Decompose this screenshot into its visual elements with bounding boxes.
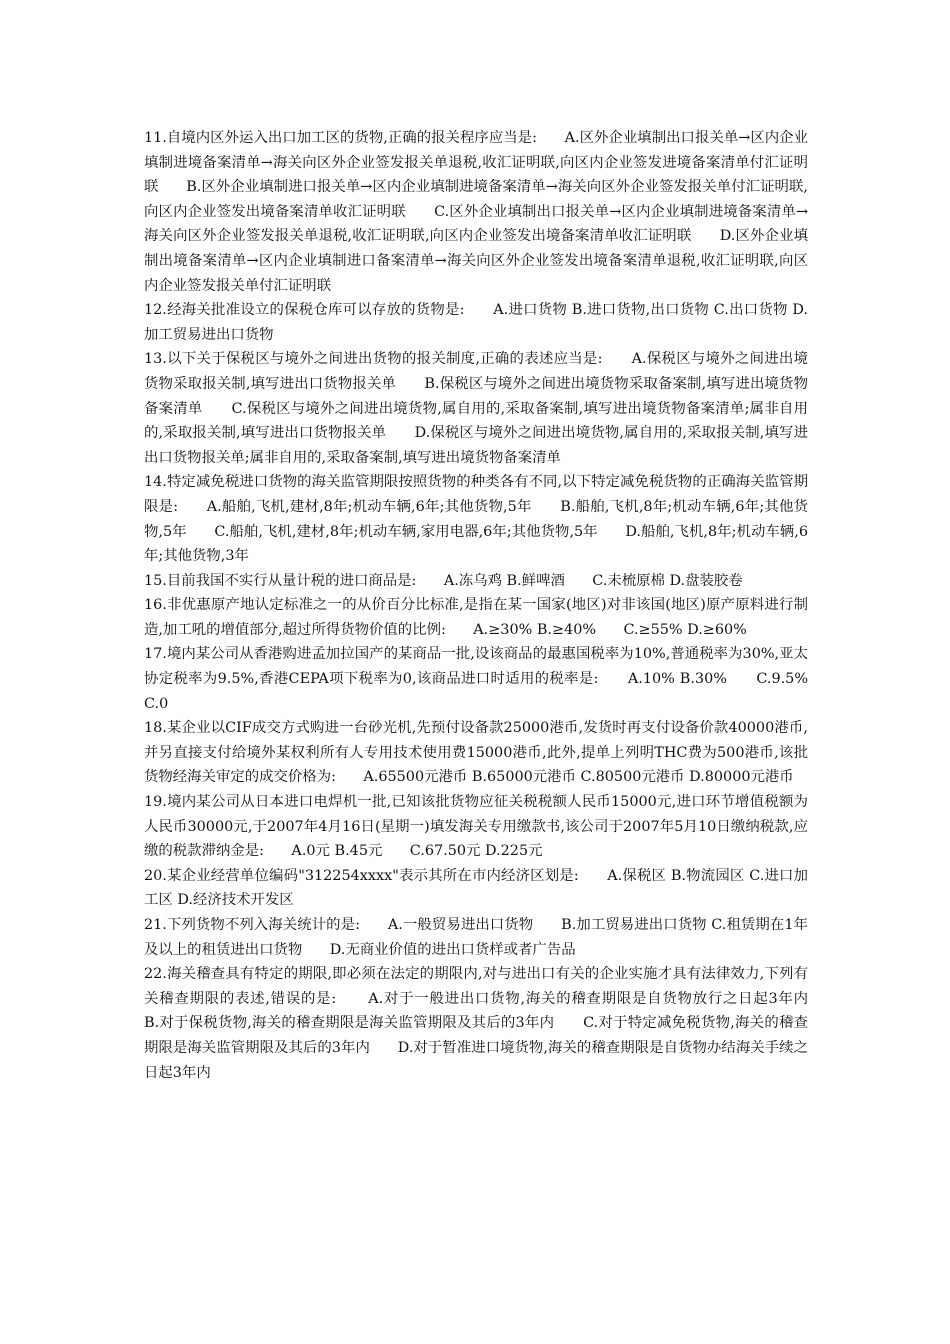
question-13: 13.以下关于保税区与境外之间进出货物的报关制度,正确的表述应当是: A.保税区与境外之间进出境货物采取报关制,填写进出口货物报关单 B.保税区与境外之间进出境货物采取备案制,填写进出境货物备案清单 C.保税区与境外之间进出境货物,属自用的,采取备案制,填写进出境货物备案清单;属非自用的,采取报关制,填写进出口货物报关单 D.保税区与境外之间进出境货物,属自用的,采取报关制,填写进出口货物报关单;属非自用的,采取备案制,填写进出境货物备案清单	[144, 351, 808, 466]
question-21: 21.下列货物不列入海关统计的是: A.一般贸易进出口货物 B.加工贸易进出口货物 C.租赁期在1年及以上的租赁进出口货物 D.无商业价值的进出口货样或者广告品	[144, 917, 808, 958]
question-17: 17.境内某公司从香港购进孟加拉国产的某商品一批,设该商品的最惠国税率为10%,普通税率为30%,亚太协定税率为9.5%,香港CEPA项下税率为0,该商品进口时适用的税率是: A.10% B.30% C.9.5% C.0	[144, 646, 813, 712]
question-20: 20.某企业经营单位编码"312254xxxx"表示其所在市内经济区划是: A.保税区 B.物流园区 C.进口加工区 D.经济技术开发区	[144, 867, 808, 909]
question-18: 18.某企业以CIF成交方式购进一台砂光机,先预付设备款25000港币,发货时再支付设备价款40000港币,并另直接支付给境外某权利所有人专用技术使用费15000港币,此外,提单上列明THC费为500港币,该批货物经海关审定的成交价格为: A.65500元港币 B.65000元港币 C.80500元港币 D.80000元港币	[144, 720, 808, 786]
question-12: 12.经海关批准设立的保税仓库可以存放的货物是: A.进口货物 B.进口货物,出口货物 C.出口货物 D.加工贸易进出口货物	[144, 302, 808, 343]
question-15: 15.目前我国不实行从量计税的进口商品是: A.冻乌鸡 B.鲜啤酒 C.未梳原棉 D.盘装胶卷	[144, 572, 743, 589]
question-14: 14.特定减免税进口货物的海关监管期限按照货物的种类各有不同,以下特定减免税货物的正确海关监管期限是: A.船舶,飞机,建材,8年;机动车辆,6年;其他货物,5年 B.船舶,飞机,8年;机动车辆,6年;其他货物,5年 C.船舶,飞机,建材,8年;机动车辆,家用电器,6年;其他货物,5年 D.船舶,飞机,8年;机动车辆,6年;其他货物,3年	[144, 474, 808, 565]
question-19: 19.境内某公司从日本进口电焊机一批,已知该批货物应征关税税额人民币15000元,进口环节增值税额为人民币30000元,于2007年4月16日(星期一)填发海关专用缴款书,该公司于2007年5月10日缴纳税款,应缴的税款滞纳金是: A.0元 B.45元 C.67.50元 D.225元	[144, 794, 808, 860]
question-list	[144, 126, 836, 1085]
question-16: 16.非优惠原产地认定标准之一的从价百分比标准,是指在某一国家(地区)对非该国(地区)原产原料进行制造,加工吼的增值部分,超过所得货物价值的比例: A.≥30% B.≥40% C.≥55% D.≥60%	[144, 597, 808, 638]
question-11: 11.自境内区外运入出口加工区的货物,正确的报关程序应当是: A.区外企业填制出口报关单→区内企业填制进境备案清单→海关向区外企业签发报关单退税,收汇证明联,向区内企业签发进境备案清单付汇证明联 B.区外企业填制进口报关单→区内企业填制进境备案清单→海关向区外企业签发报关单付汇证明联,向区内企业签发出境备案清单收汇证明联 C.区外企业填制出口报关单→区内企业填制进境备案清单→海关向区外企业签发报关单退税,收汇证明联,向区内企业签发出境备案清单收汇证明联 D.区外企业填制出境备案清单→区内企业填制进口备案清单→海关向区外企业签发出境备案清单退税,收汇证明联,向区内企业签发报关单付汇证明联	[144, 130, 808, 294]
question-22: 22.海关稽查具有特定的期限,即必须在法定的期限内,对与进出口有关的企业实施才具有法律效力,下列有关稽查期限的表述,错误的是: A.对于一般进出口货物,海关的稽查期限是自货物放行之日起3年内 B.对于保税货物,海关的稽查期限是海关监管期限及其后的3年内 C.对于特定减免税货物,海关的稽查期限是海关监管期限及其后的3年内 D.对于暂准进口境货物,海关的稽查期限是自货物办结海关手续之日起3年内	[144, 966, 836, 1081]
